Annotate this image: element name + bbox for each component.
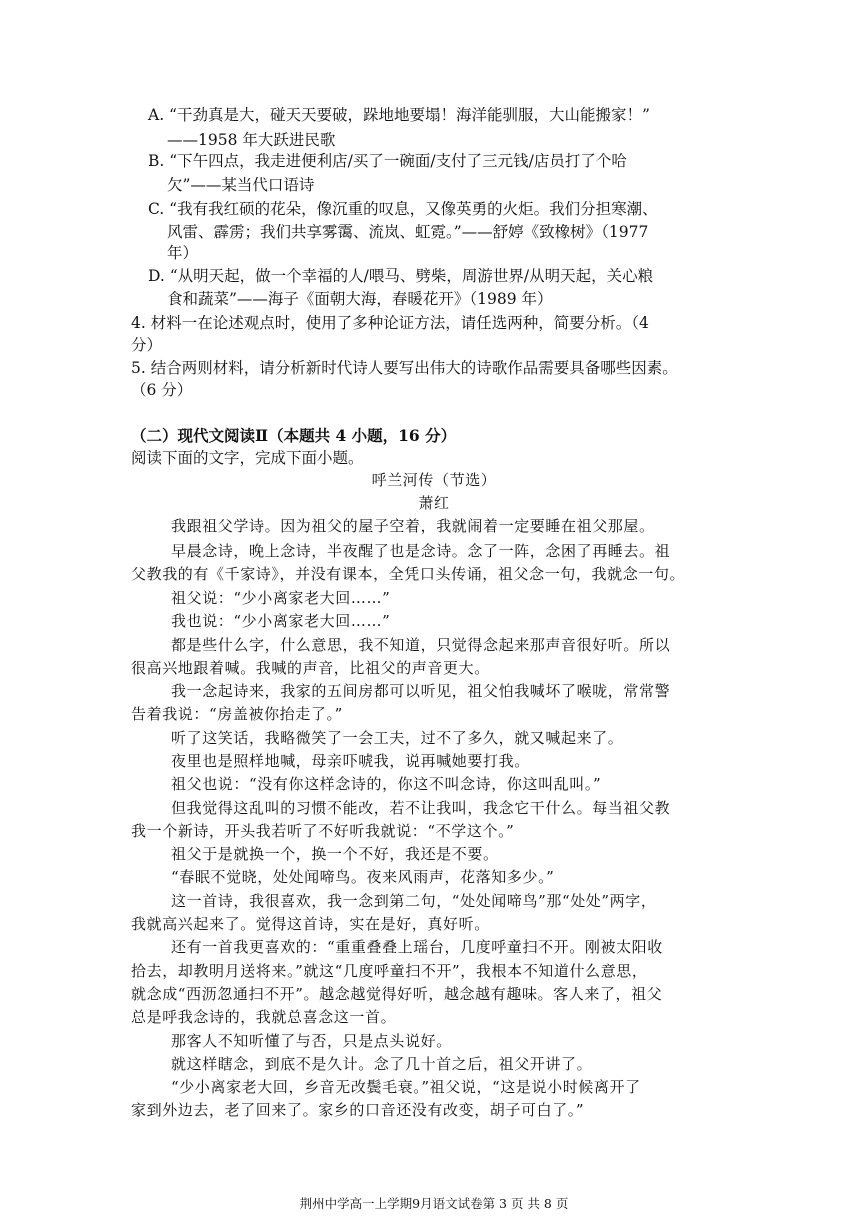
passage-line: 我一念起诗来，我家的五间房都可以听见，祖父怕我喊坏了喉咙，常常警 xyxy=(171,682,671,700)
option-c-line-3: 年） xyxy=(167,244,199,262)
passage-line: “少小离家老大回，乡音无改鬓毛衰。”祖父说，“这是说小时候离开了 xyxy=(171,1078,641,1096)
passage-line: 我跟祖父学诗。因为祖父的屋子空着，我就闹着一定要睡在祖父那屋。 xyxy=(171,517,655,535)
passage-line: 还有一首我更喜欢的：“重重叠叠上瑶台，几度呼童扫不开。刚被太阳收 xyxy=(171,938,663,956)
passage-line: 就这样瞎念，到底不是久计。念了几十首之后，祖父开讲了。 xyxy=(171,1055,593,1073)
option-c-line-1: C. “我有我红硕的花朵，像沉重的叹息，又像英勇的火炬。我们分担寒潮、 xyxy=(148,200,658,218)
passage-line: 很高兴地跟着喊。我喊的声音，比祖父的声音更大。 xyxy=(131,659,490,677)
question-5-line-1: 5. 结合两则材料，请分析新时代诗人要写出伟大的诗歌作品需要具备哪些因素。 xyxy=(131,359,678,377)
passage-line: 但我觉得这乱叫的习惯不能改，若不让我叫，我念它干什么。每当祖父教 xyxy=(171,799,671,817)
passage-line: 早晨念诗，晚上念诗，半夜醒了也是念诗。念了一阵，念困了再睡去。祖 xyxy=(171,542,671,560)
passage-line: 我一个新诗，开头我若听了不好听我就说：“不学这个。” xyxy=(131,822,515,840)
section-heading: （二）现代文阅读Ⅱ（本题共 4 小题，16 分） xyxy=(131,426,457,445)
option-b-line-1: B. “下午四点，我走进便利店/买了一碗面/支付了三元钱/店员打了个哈 xyxy=(148,152,627,170)
passage-author: 萧红 xyxy=(418,494,450,512)
passage-line: 父教我的有《千家诗》，并没有课本，全凭口头传诵，祖父念一句，我就念一句。 xyxy=(131,565,686,583)
passage-line: 那客人不知听懂了与否，只是点头说好。 xyxy=(171,1032,452,1050)
passage-line: 就念成“西沥忽通扫不开”。越念越觉得好听，越念越有趣味。客人来了，祖父 xyxy=(131,985,663,1003)
passage-line: 听了这笑话，我略微笑了一会工夫，过不了多久，就又喊起来了。 xyxy=(171,729,624,747)
option-d-line-1: D. “从明天起，做一个幸福的人/喂马、劈柴，周游世界/从明天起，关心粮 xyxy=(148,267,654,285)
question-4-line-1: 4. 材料一在论述观点时，使用了多种论证方法，请任选两种，简要分析。（4 xyxy=(131,314,649,332)
passage-line: “春眠不觉晓，处处闻啼鸟。夜来风雨声，花落知多少。” xyxy=(171,868,555,886)
passage-line: 祖父说：“少小离家老大回……” xyxy=(171,589,391,607)
passage-line: 夜里也是照样地喊，母亲吓唬我，说再喊她要打我。 xyxy=(171,752,530,770)
question-5-line-2: （6 分） xyxy=(131,381,193,399)
passage-line: 都是些什么字，什么意思，我不知道，只觉得念起来那声音很好听。所以 xyxy=(171,636,671,654)
passage-line: 祖父于是就换一个，换一个不好，我还是不要。 xyxy=(171,845,499,863)
passage-line: 祖父也说：“没有你这样念诗的，你这不叫念诗，你这叫乱叫。” xyxy=(171,775,602,793)
option-a-line-2: ——1958 年大跃进民歌 xyxy=(167,131,336,149)
passage-line: 告着我说：“房盖被你抬走了。” xyxy=(131,705,343,723)
option-d-line-2: 食和蔬菜”——海子《面朝大海，春暖花开》（1989 年） xyxy=(167,290,553,308)
passage-line: 家到外边去，老了回来了。家乡的口音还没有改变，胡子可白了。” xyxy=(131,1101,585,1119)
question-4-line-2: 分） xyxy=(131,336,163,354)
passage-line: 我就高兴起来了。觉得这首诗，实在是好，真好听。 xyxy=(131,915,490,933)
passage-line: 这一首诗，我很喜欢，我一念到第二句，“处处闻啼鸟”那“处处”两字， xyxy=(171,892,657,910)
passage-line: 总是呼我念诗的，我就总喜念这一首。 xyxy=(131,1008,397,1026)
section-instruction: 阅读下面的文字，完成下面小题。 xyxy=(131,449,364,467)
passage-line: 我也说：“少小离家老大回……” xyxy=(171,612,391,630)
passage-title: 呼兰河传（节选） xyxy=(371,471,497,489)
option-a-line-1: A. “干劲真是大，碰天天要破，跺地地要塌！海洋能驯服，大山能搬家！” xyxy=(148,106,650,124)
page-footer: 荆州中学高一上学期9月语文试卷第 3 页 共 8 页 xyxy=(299,1196,569,1211)
option-b-line-2: 欠”——某当代口语诗 xyxy=(167,176,315,194)
option-c-line-2: 风雷、霹雳；我们共享雾霭、流岚、虹霓。”——舒婷《致橡树》（1977 xyxy=(167,223,649,241)
passage-line: 拾去，却教明月送将来。”就这“几度呼童扫不开”，我根本不知道什么意思， xyxy=(131,962,648,980)
